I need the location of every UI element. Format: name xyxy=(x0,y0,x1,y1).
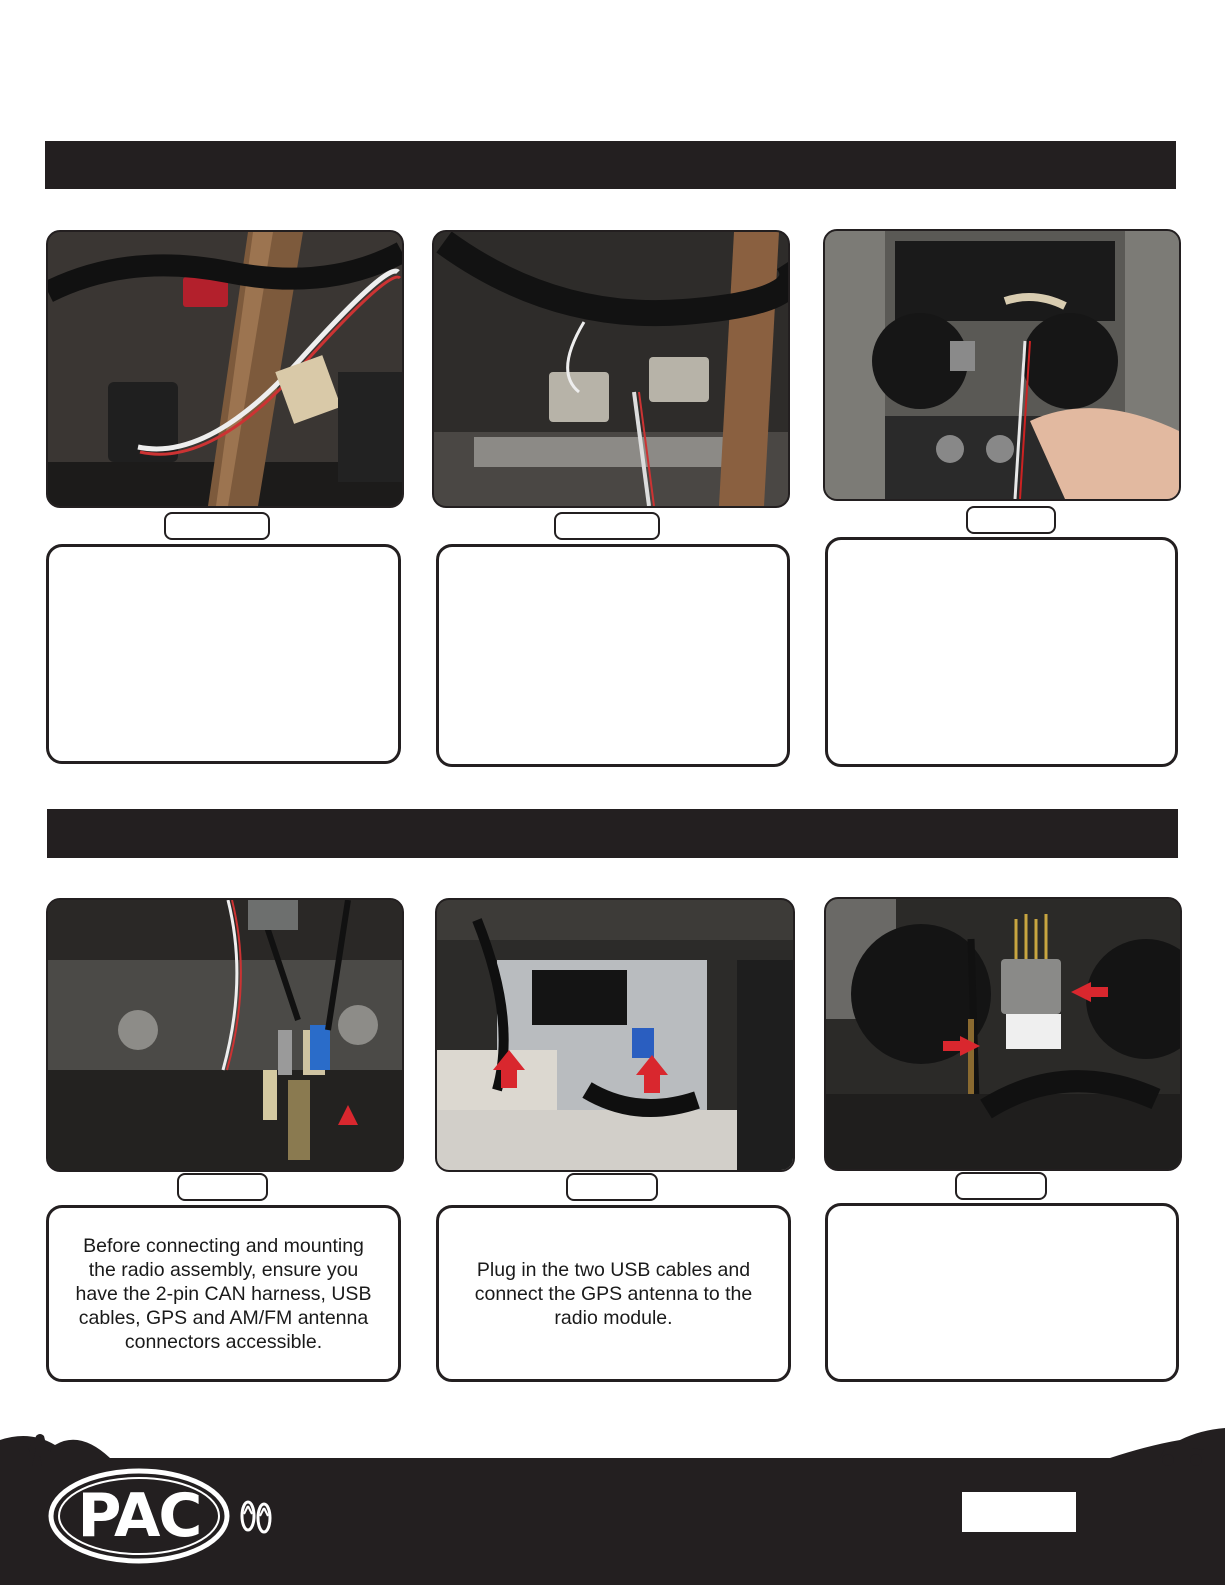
photo-6 xyxy=(824,897,1182,1171)
section-header-bar-1 xyxy=(45,141,1176,189)
step-text-box-1 xyxy=(46,544,401,764)
step-label-2 xyxy=(554,512,660,540)
step-text-box-2 xyxy=(436,544,790,767)
step-label-6 xyxy=(955,1172,1047,1200)
step-text-box-3 xyxy=(825,537,1178,767)
sasquatch-icon xyxy=(22,1432,62,1466)
photo-3 xyxy=(823,229,1181,501)
step-text-box-4: Before connecting and mounting the radio assembly, ensure you have the 2-pin CAN harness, USB cables, GPS and AM/FM antenna connectors accessible. xyxy=(46,1205,401,1382)
photo-1 xyxy=(46,230,404,508)
pac-logo xyxy=(48,1468,230,1564)
page-number-box xyxy=(962,1492,1076,1532)
offroad-jeep-icon xyxy=(1156,1438,1208,1468)
section-header-bar-2 xyxy=(47,809,1178,858)
step-label-3 xyxy=(966,506,1056,534)
flip-flops-icon xyxy=(236,1496,276,1536)
photo-4 xyxy=(46,898,404,1172)
logo-text: PAC xyxy=(77,1481,201,1551)
step-label-1 xyxy=(164,512,270,540)
step-text-box-5: Plug in the two USB cables and connect the GPS antenna to the radio module. xyxy=(436,1205,791,1382)
step-text-box-6 xyxy=(825,1203,1179,1382)
step-label-4 xyxy=(177,1173,268,1201)
photo-5 xyxy=(435,898,795,1172)
photo-2 xyxy=(432,230,790,508)
step-label-5 xyxy=(566,1173,658,1201)
